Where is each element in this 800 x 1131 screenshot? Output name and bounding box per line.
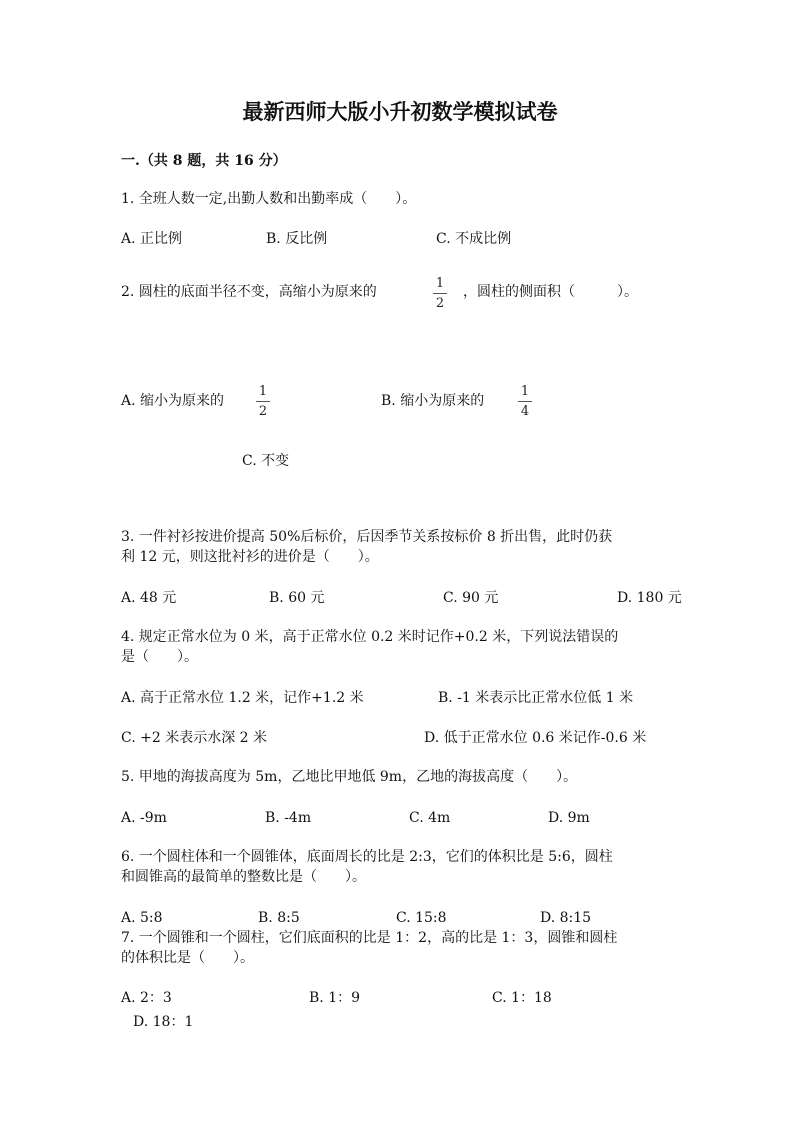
question-2-option-c: C. 不变	[242, 453, 290, 469]
fraction-numerator: 1	[435, 276, 445, 291]
question-7-line-2: 的体积比是（ ）。	[121, 950, 254, 966]
question-7-option-b: B. 1：9	[309, 990, 361, 1006]
section-header: 一.（共 8 题，共 16 分）	[121, 153, 287, 169]
fraction-denominator: 2	[435, 296, 445, 311]
fraction-bar	[256, 401, 270, 402]
fraction-denominator: 4	[520, 404, 530, 419]
question-3-option-b: B. 60 元	[269, 590, 325, 606]
question-7-option-c: C. 1：18	[492, 990, 552, 1006]
question-3-option-d: D. 180 元	[617, 590, 682, 606]
question-6-line-2: 和圆锥高的最简单的整数比是（ ）。	[121, 869, 366, 885]
fraction-numerator: 1	[520, 384, 530, 399]
question-4-option-d: D. 低于正常水位 0.6 米记作-0.6 米	[424, 730, 647, 746]
question-7-line-1: 7. 一个圆锥和一个圆柱，它们底面积的比是 1：2，高的比是 1：3，圆锥和圆柱	[121, 930, 618, 946]
fraction-bar	[433, 293, 447, 294]
question-3-line-2: 利 12 元，则这批衬衫的进价是（ ）。	[121, 549, 379, 565]
question-5-option-c: C. 4m	[409, 810, 451, 826]
question-4-line-2: 是（ ）。	[121, 649, 198, 665]
question-5-stem: 5. 甲地的海拔高度为 5m，乙地比甲地低 9m，乙地的海拔高度（ ）。	[121, 769, 578, 785]
question-4-line-1: 4. 规定正常水位为 0 米，高于正常水位 0.2 米时记作+0.2 米，下列说法错误的	[121, 629, 619, 645]
question-2-option-a: A. 缩小为原来的	[121, 393, 225, 409]
fraction-numerator: 1	[258, 384, 268, 399]
question-2-stem-pre: 2. 圆柱的底面半径不变，高缩小为原来的	[121, 284, 377, 300]
question-1-option-a: A. 正比例	[121, 231, 183, 247]
question-1-option-b: B. 反比例	[266, 231, 328, 247]
fraction-denominator: 2	[258, 404, 268, 419]
question-6-option-b: B. 8:5	[258, 910, 300, 926]
question-4-option-c: C. +2 米表示水深 2 米	[121, 730, 268, 746]
question-6-option-c: C. 15:8	[396, 910, 447, 926]
question-2-fraction	[430, 276, 450, 311]
page-title: 最新西师大版小升初数学模拟试卷	[242, 99, 558, 124]
question-5-option-d: D. 9m	[548, 810, 590, 826]
question-7-option-a: A. 2：3	[121, 990, 172, 1006]
question-3-option-a: A. 48 元	[121, 590, 177, 606]
question-2-option-a-fraction	[253, 384, 273, 419]
question-4-option-b: B. -1 米表示比正常水位低 1 米	[438, 690, 634, 706]
question-6-line-1: 6. 一个圆柱体和一个圆锥体，底面周长的比是 2:3，它们的体积比是 5:6，圆柱	[121, 849, 613, 865]
question-6-option-d: D. 8:15	[540, 910, 592, 926]
question-1-stem: 1. 全班人数一定,出勤人数和出勤率成（ ）。	[121, 191, 417, 207]
question-1-option-c: C. 不成比例	[436, 231, 512, 247]
fraction-bar	[518, 401, 532, 402]
question-3-line-1: 3. 一件衬衫按进价提高 50%后标价，后因季节关系按标价 8 折出售，此时仍获	[121, 529, 613, 545]
question-2-stem-post: ，圆柱的侧面积（ ）。	[463, 284, 638, 300]
question-5-option-a: A. -9m	[121, 810, 167, 826]
question-5-option-b: B. -4m	[265, 810, 312, 826]
question-4-option-a: A. 高于正常水位 1.2 米，记作+1.2 米	[121, 690, 364, 706]
question-2-option-b-fraction	[515, 384, 535, 419]
question-6-option-a: A. 5:8	[121, 910, 163, 926]
question-3-option-c: C. 90 元	[443, 590, 499, 606]
question-2-option-b: B. 缩小为原来的	[381, 393, 485, 409]
question-7-option-d: D. 18：1	[133, 1014, 194, 1030]
